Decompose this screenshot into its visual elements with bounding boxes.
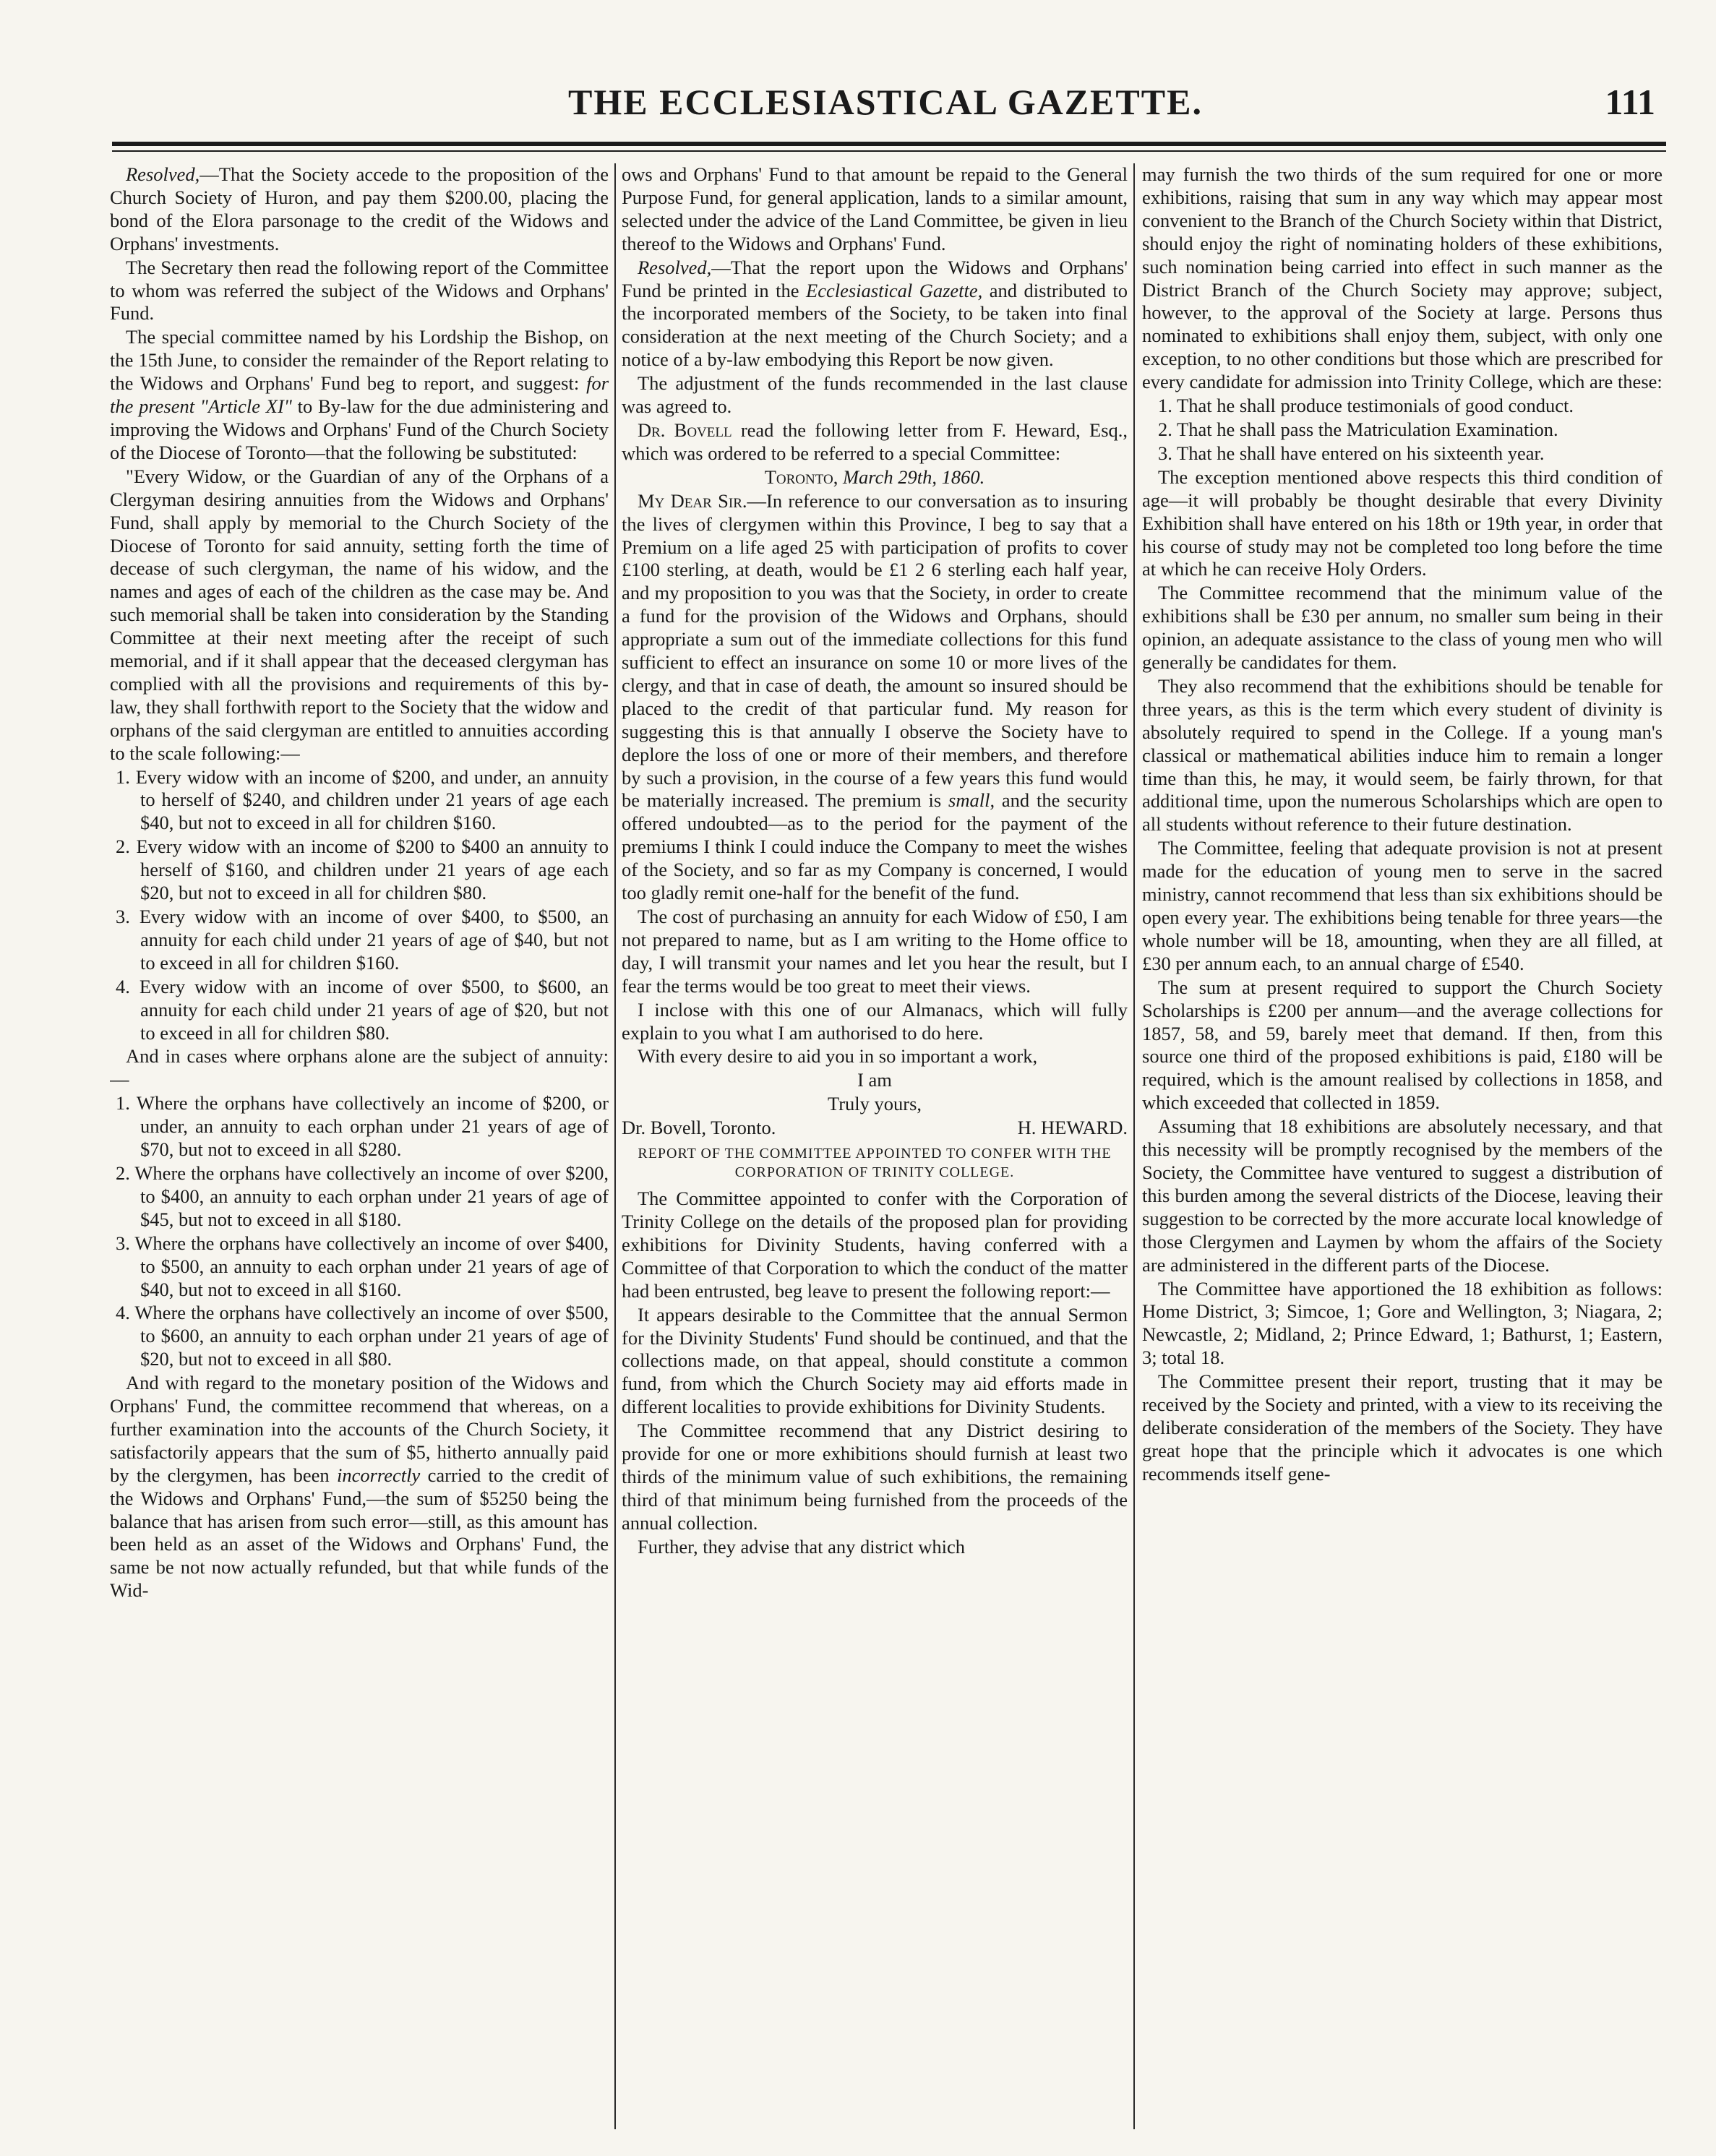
paragraph: The Committee have apportioned the 18 exhibition as follows: Home District, 3; Simcoe, 1; Gore and Wellington, 3; Niagara, 2; Newcastle, 2; Midland, 2; Prince Edward, 1; Bathurst, 1; Eastern, 3; total 18. — [1142, 1277, 1663, 1369]
paragraph: They also recommend that the exhibitions should be tenable for three years, as this is the term which every student of divinity is absolutely required to spend in the College. If a young man's classical or mathematical abilities induce him to remain a longer time than this, he may, it would seem, be fairly thrown, for that additional time, upon the numerous Scholarships which are open to all students without reference to their future destination. — [1142, 674, 1663, 836]
column-3 — [1142, 163, 1663, 2129]
paragraph: With every desire to aid you in so important a work, — [638, 1045, 1038, 1068]
paragraph: The cost of purchasing an annuity for each Widow of £50, I am not prepared to name, but as I am writing to the Home office to day, I will transmit your names and let you hear the result, but I fear the terms would be too great to meet their views. — [622, 906, 1128, 997]
header-rule-thick — [112, 142, 1666, 146]
list-item: 3. Where the orphans have collectively an income of over $400, to $500, an annuity to each orphan under 21 years of age of $40, but not to exceed in all $160. — [116, 1232, 609, 1300]
salutation: My Dear Sir. — [638, 489, 747, 512]
list-item: 1. Every widow with an income of $200, and under, an annuity to herself of $240, and children under 21 years of age each $40, but not to exceed in all for children $160. — [116, 765, 609, 834]
paragraph: The Committee, feeling that adequate provision is not at present made for the education of young men to serve in the sacred ministry, cannot recommend that less than six exhibitions should be open every year. The exhibitions being tenable for three years—the whole number will be 18, amounting, when they are all filled, at £30 per annum each, to an annual charge of £540. — [1142, 837, 1663, 974]
paragraph-text: —In reference to our conversation as to insuring the lives of clergymen within this Province, I beg to say that a Premium on a life aged 25 with participation of profits to cover £100 sterling, at death, would be £1 2 6 sterling each half year, and my proposition to you was that the Society, in order to create a fund for the provision of the Widows and Orphans, should appropriate a sum out of the immediate collections for this fund sufficient to effect an insurance on some 10 or more lives of the clergy, and that in case of death, the amount so insured should be placed to the credit of that particular fund. My reason for suggesting this is that annually I observe the Society have to deplore the loss of one or more of their members, and therefore by such a provision, in the course of a few years this fund would be materially increased. The premium is — [622, 489, 1128, 812]
paragraph: The adjustment of the funds recommended in the last clause was agreed to. — [622, 372, 1128, 418]
list-item: 2. Every widow with an income of $200 to $400 an annuity to herself of $160, and children under 21 years of age each $20, but not to exceed in all for children $80. — [116, 836, 609, 904]
paragraph-text: read the following letter from F. Heward, Esq., which was ordered to be referred to a special Committee: — [622, 418, 1128, 464]
dateline-date: March 29th, 1860. — [842, 465, 985, 488]
paragraph-text: to By-law for the due administering and improving the Widows and Orphans' Fund of the Church Society of the Diocese of Toronto—that the following be substituted: — [110, 395, 609, 463]
section-heading: REPORT OF THE COMMITTEE APPOINTED TO CONFER WITH THE CORPORATION OF TRINITY COLLEGE. — [638, 1146, 1112, 1181]
paragraph: may furnish the two thirds of the sum required for one or more exhibitions, raising that sum in any way which may appear most convenient to the Branch of the Church Society within that District, should enjoy the right of nominating holders of these exhibitions, such nomination being carried into effect in such manner as the District Branch of the Church Society may approve; subject, however, to the approval of the Society at large. Persons thus nominated to exhibitions shall enjoy them, subject, with only one exception, to no other conditions but those which are prescribed for every candidate for admission into Trinity College, which are these: — [1142, 163, 1663, 393]
list-item: 2. That he shall pass the Matriculation Examination. — [1158, 418, 1558, 440]
list-item: 2. Where the orphans have collectively an income of over $200, to $400, an annuity to each orphan under 21 years of age of $45, but not to exceed in all $180. — [116, 1161, 609, 1230]
signature: H. HEWARD. — [1017, 1117, 1128, 1139]
paragraph: The Secretary then read the following report of the Committee to whom was referred the subject of the Widows and Orphans' Fund. — [110, 256, 609, 325]
paragraph: The Committee recommend that any District desiring to provide for one or more exhibitions should furnish at least two thirds of the minimum value of such exhibitions, the remaining third of that minimum being furnished from the proceeds of the annual collection. — [622, 1420, 1128, 1534]
paragraph: Further, they advise that any district which — [638, 1535, 966, 1558]
paragraph — [622, 257, 1128, 372]
paragraph: The Committee appointed to confer with the Corporation of Trinity College on the details of the proposed plan for providing exhibitions for Divinity Students, having conferred with a Committee of that Corporation to which the conduct of the matter had been entrusted, beg leave to present the following report:— — [622, 1187, 1128, 1302]
paragraph: The sum at present required to support the Church Society Scholarships is £200 per annum—and the average collections for 1857, 58, and 59, barely meet that demand. If then, from this source one third of the proposed exhibitions is paid, £180 will be required, which is the amount realised by collections in 1858, and which exceeded that collected in 1859. — [1142, 976, 1663, 1114]
italic-text: for the present "Article XI" — [110, 372, 609, 418]
header-rule-thin — [112, 150, 1666, 152]
column-divider — [614, 163, 616, 2129]
paragraph — [622, 490, 1128, 905]
page-header — [108, 81, 1663, 132]
paragraph: "Every Widow, or the Guardian of any of the Orphans of a Clergyman desiring annuities from the Widows and Orphans' Fund, shall apply by memorial to the Church Society of the Diocese of Toronto for said annuity, setting forth the time of decease of such clergyman, the name of his widow, and the names and ages of each of the children as the case may be. And such memorial shall be taken into consideration by the Standing Committee at their next meeting after the receipt of such memorial, and if it shall appear that the deceased clergyman has complied with all the provisions and requirements of this by-law, they shall forthwith report to the Society that the widow and orphans of the said clergyman are entitled to annuities according to the scale following:— — [110, 465, 609, 764]
list-item: 3. That he shall have entered on his sixteenth year. — [1158, 442, 1545, 464]
italic-text: incorrectly — [337, 1464, 421, 1486]
paragraph: It appears desirable to the Committee that the annual Sermon for the Divinity Students' Fund should be continued, and that the collections made, on that appeal, should constitute a common fund, from which the Church Society may aid efforts made in different localities to provide exhibitions for Divinity Students. — [622, 1303, 1128, 1418]
publication-title: THE ECCLESIASTICAL GAZETTE. — [568, 82, 1203, 122]
dateline — [622, 466, 1128, 489]
speaker-name: Dr. Bovell — [638, 418, 732, 441]
resolved-lead: Resolved, — [638, 256, 712, 278]
paragraph — [110, 163, 609, 256]
closing: I am — [857, 1069, 892, 1091]
paragraph: The Committee present their report, trusting that it may be received by the Society and printed, with a view to its receiving the deliberate consideration of the members of the Society. They have great hope that the principle which it advocates is one which recommends itself gene- — [1142, 1370, 1663, 1485]
paragraph: I inclose with this one of our Almanacs, which will fully explain to you what I am authorised to do here. — [622, 998, 1128, 1044]
paragraph: And in cases where orphans alone are the subject of annuity:— — [110, 1045, 609, 1091]
paragraph: The Committee recommend that the minimum value of the exhibitions shall be £30 per annum, no smaller sum being in their opinion, an adequate assistance to the class of young men who will generally be candidates for them. — [1142, 582, 1663, 674]
paragraph — [622, 419, 1128, 465]
column-divider — [1133, 163, 1135, 2129]
paragraph-text: and distributed to the incorporated members of the Society, to be taken into final consideration at the next meeting of the Church Society; and a notice of a by-law embodying this Report be now given. — [622, 279, 1128, 371]
paragraph-text: The special committee named by his Lordship the Bishop, on the 15th June, to consider the remainder of the Report relating to the Widows and Orphans' Fund beg to report, and suggest: — [110, 326, 609, 395]
list-item: 4. Where the orphans have collectively an income of over $500, to $600, an annuity to each orphan under 21 years of age of $20, but not to exceed in all $80. — [116, 1302, 609, 1370]
paragraph — [110, 1372, 609, 1602]
paragraph-text: And with regard to the monetary position of the Widows and Orphans' Fund, the committee recommend that whereas, on a further examination into the accounts of the Church Society, it satisfactorily appears that the sum of $5, hitherto annually paid by the clergymen, has been — [110, 1372, 609, 1486]
dateline-place: Toronto, — [764, 465, 838, 488]
page-number: 111 — [1605, 82, 1655, 122]
paragraph: ows and Orphans' Fund to that amount be repaid to the General Purpose Fund, for general application, lands to a similar amount, selected under the advice of the Land Committee, be given in lieu thereof to the Widows and Orphans' Fund. — [622, 163, 1128, 254]
paragraph — [110, 326, 609, 464]
paragraph-text: —That the Society accede to the proposition of the Church Society of Huron, and pay them $200.00, placing the bond of the Elora parsonage to the credit of the Widows and Orphans' investments. — [110, 163, 609, 254]
column-2 — [622, 163, 1128, 2129]
list-item: 1. Where the orphans have collectively an income of $200, or under, an annuity to each orphan under 21 years of age of $70, but not to exceed in all $280. — [116, 1092, 609, 1161]
paragraph-text: and the security offered undoubted—as to the period for the payment of the premiums I think I could induce the Company to meet the wishes of the Society, and so far as my Company is concerned, I would too gladly remit one-half for the benefit of the fund. — [622, 789, 1128, 904]
paragraph: The exception mentioned above respects this third condition of age—it will probably be thought desirable that every Divinity Exhibition shall have entered on his 18th or 19th year, in order that his course of study may not be completed too long before the time at which he can receive Holy Orders. — [1142, 465, 1663, 580]
list-item: 4. Every widow with an income of over $500, to $600, an annuity for each child under 21 years of age of $20, but not to exceed in all for children $80. — [116, 975, 609, 1044]
italic-text: Ecclesiastical Gazette, — [806, 279, 983, 301]
column-1 — [110, 163, 609, 2129]
paragraph: Assuming that 18 exhibitions are absolutely necessary, and that this necessity will be promptly recognised by the members of the Society, the Committee have ventured to suggest a distribution of this burden among the several districts of the Diocese, leaving their suggestion to be corrected by the more accurate local knowledge of those Clergymen and Laymen by whom the affairs of the Society are administered in the different parts of the Diocese. — [1142, 1115, 1663, 1276]
addressee: Dr. Bovell, Toronto. — [622, 1117, 776, 1139]
closing: Truly yours, — [827, 1093, 922, 1115]
paragraph-text: carried to the credit of the Widows and Orphans' Fund,—the sum of $5250 being the balance that has arisen from such error—still, as this amount has been held as an asset of the Widows and Orphans' Fund, the same be not now actually refunded, but that while funds of the Wid- — [110, 1464, 609, 1602]
signature-line — [622, 1117, 1128, 1140]
paragraph-text: —That the report upon the Widows and Orphans' Fund be printed in the — [622, 256, 1128, 301]
italic-text: small, — [948, 789, 995, 812]
resolved-lead: Resolved, — [126, 163, 200, 185]
list-item: 3. Every widow with an income of over $400, to $500, an annuity for each child under 21 years of age of $40, but not to exceed in all for children $160. — [116, 906, 609, 974]
list-item: 1. That he shall produce testimonials of good conduct. — [1158, 395, 1574, 417]
